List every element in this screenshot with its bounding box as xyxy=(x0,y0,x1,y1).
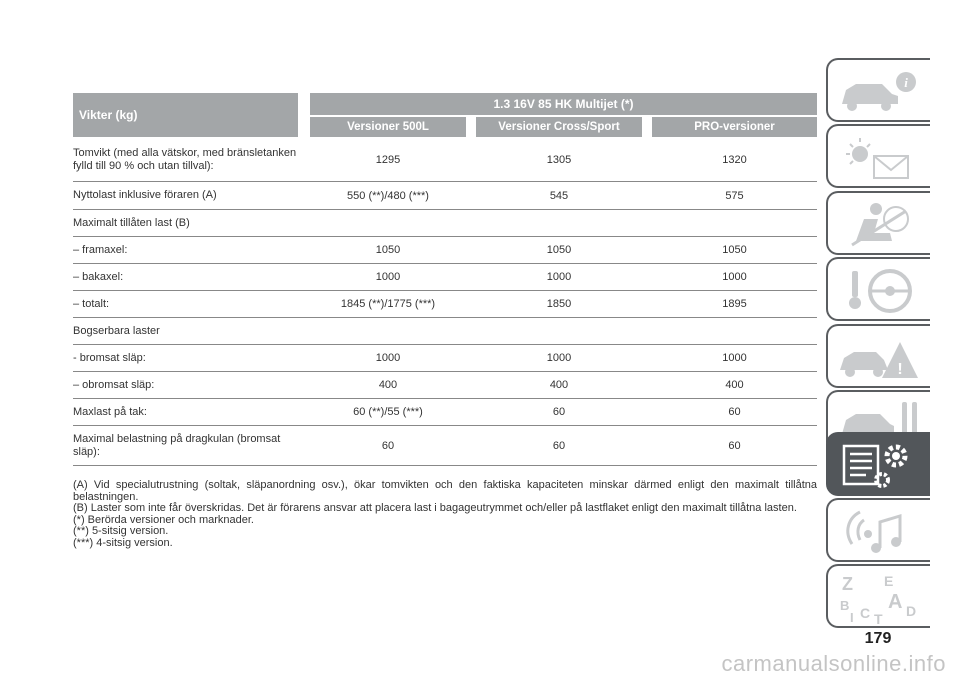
svg-text:I: I xyxy=(850,610,854,624)
row-value: 1305 xyxy=(546,153,572,166)
row-value: 1000 xyxy=(722,271,747,283)
row-value xyxy=(652,210,817,236)
chapter-tab[interactable] xyxy=(826,58,930,122)
row-label: – framaxel: xyxy=(73,243,128,256)
svg-text:D: D xyxy=(906,603,917,619)
row-label: – totalt: xyxy=(73,297,110,310)
row-value: 1050 xyxy=(375,244,401,256)
row-value: 60 xyxy=(381,439,395,452)
row-value: 60 xyxy=(552,406,566,418)
chapter-tab[interactable] xyxy=(826,432,930,496)
svg-text:A: A xyxy=(888,591,903,613)
row-value xyxy=(652,318,817,344)
footnote: (*) Berörda versioner och marknader. xyxy=(73,513,254,526)
footnote: (***) 4-sitsig version. xyxy=(73,536,173,549)
row-value: 60 xyxy=(728,406,741,418)
row-label: – obromsat släp: xyxy=(73,378,155,391)
table-body xyxy=(73,138,817,466)
table-row xyxy=(73,182,817,210)
table-row xyxy=(73,264,817,291)
row-value: 1295 xyxy=(375,153,401,166)
table-row xyxy=(73,237,817,264)
row-value: 1000 xyxy=(546,352,572,364)
table-row xyxy=(73,399,817,426)
row-label: – bakaxel: xyxy=(73,270,124,283)
header-engine: 1.3 16V 85 HK Multijet (*) xyxy=(310,93,817,115)
footnotes xyxy=(73,480,817,549)
row-value: 1000 xyxy=(375,352,401,364)
svg-text:C: C xyxy=(860,605,871,621)
row-value: 60 xyxy=(728,439,741,452)
row-value: 550 (**)/480 (***) xyxy=(347,189,429,202)
row-value: 1050 xyxy=(546,244,572,256)
row-value xyxy=(310,318,466,344)
svg-text:i: i xyxy=(904,75,908,90)
table-row xyxy=(73,210,817,237)
header-col-cross-sport: Versioner Cross/Sport xyxy=(476,117,642,137)
svg-text:!: ! xyxy=(897,361,903,378)
row-label: Maximalt tillåten last (B) xyxy=(73,216,190,229)
row-value: 1000 xyxy=(546,271,572,283)
row-value: 1320 xyxy=(722,153,747,166)
row-label: Nyttolast inklusive föraren (A) xyxy=(73,189,217,202)
footnote: (A) Vid specialutrustning (soltak, släpanordning osv.), ökar tomvikten och den faktiska kapaciteten minskar därmed enligt den maximalt tillåtna belastningen. xyxy=(73,479,817,503)
table-row xyxy=(73,372,817,399)
chapter-tab[interactable] xyxy=(826,324,930,388)
row-value: 545 xyxy=(549,189,569,202)
row-label: Maximal belastning på dragkulan (bromsat släp): xyxy=(73,433,281,458)
header-weights: Vikter (kg) xyxy=(73,93,298,137)
row-value: 60 (**)/55 (***) xyxy=(353,406,423,418)
row-value xyxy=(476,210,642,236)
table-row xyxy=(73,426,817,466)
table-row xyxy=(73,138,817,182)
table-row xyxy=(73,345,817,372)
row-label: Bogserbara laster xyxy=(73,324,160,337)
row-value xyxy=(476,318,642,344)
row-value: 1895 xyxy=(722,298,747,310)
row-label: Maxlast på tak: xyxy=(73,405,147,418)
row-value: 1000 xyxy=(375,271,401,283)
svg-text:E: E xyxy=(884,573,894,589)
row-value: 575 xyxy=(725,189,744,202)
chapter-tab[interactable] xyxy=(826,124,930,188)
row-value: 400 xyxy=(725,379,744,391)
row-label: Tomvikt (med alla vätskor, med bränsletanken fylld till 90 % och utan tillval): xyxy=(73,147,297,172)
row-value: 1850 xyxy=(546,298,572,310)
header-col-pro: PRO-versioner xyxy=(652,117,817,137)
row-value: 400 xyxy=(549,379,569,391)
row-value xyxy=(310,210,466,236)
row-label: - bromsat släp: xyxy=(73,351,146,364)
row-value: 1845 (**)/1775 (***) xyxy=(340,298,436,310)
chapter-tab[interactable] xyxy=(826,564,930,628)
footnote: (B) Laster som inte får överskridas. Det är förarens ansvar att placera last i bagageutrymmet och/eller på lastflaket enligt den maximalt tillåtna lasten. xyxy=(73,502,797,514)
footnote: (**) 5-sitsig version. xyxy=(73,525,169,537)
svg-text:Z: Z xyxy=(842,574,853,594)
watermark: carmanualsonline.info xyxy=(721,651,946,676)
chapter-tab[interactable] xyxy=(826,498,930,562)
row-value: 60 xyxy=(552,439,566,452)
table-row xyxy=(73,291,817,318)
row-value: 400 xyxy=(378,379,398,391)
row-value: 1050 xyxy=(722,244,747,256)
header-col-500l: Versioner 500L xyxy=(310,117,466,137)
row-value: 1000 xyxy=(722,352,747,364)
page-number: 179 xyxy=(864,630,892,647)
table-row xyxy=(73,318,817,345)
svg-text:B: B xyxy=(840,598,850,613)
chapter-tab[interactable] xyxy=(826,257,930,321)
chapter-tab[interactable] xyxy=(826,191,930,255)
svg-text:T: T xyxy=(874,611,883,624)
